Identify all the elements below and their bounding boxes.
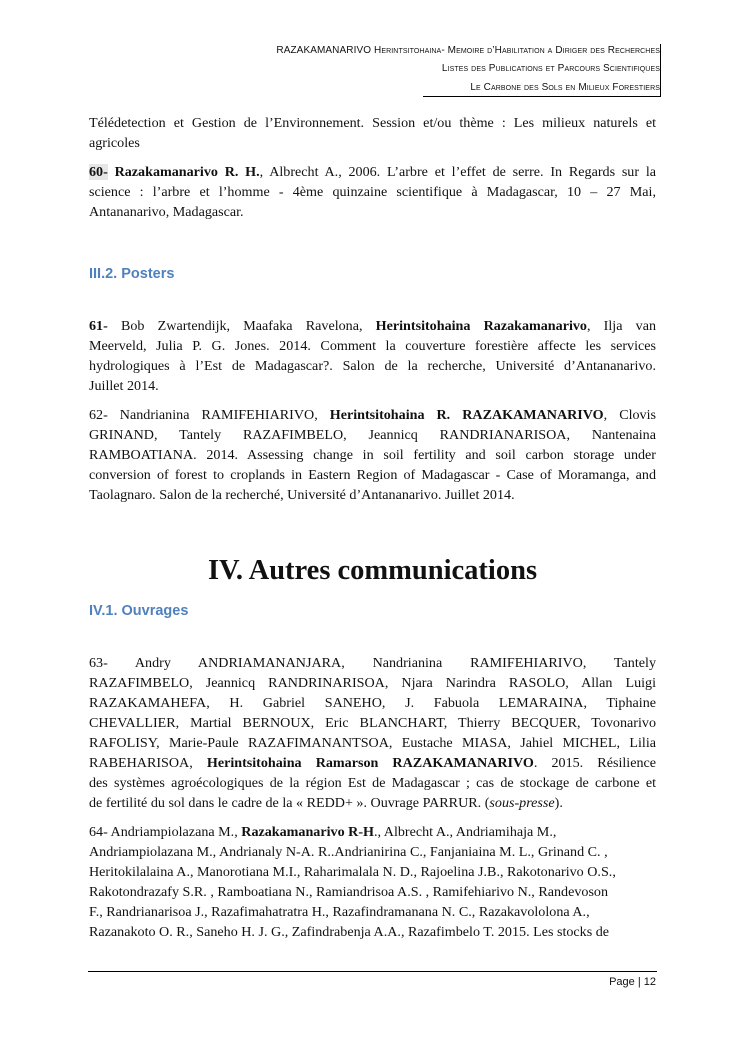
page-separator: | [637, 976, 641, 988]
section-heading-ouvrages: IV.1. Ouvrages [89, 603, 189, 619]
reference-60-number: 60- [89, 164, 108, 180]
intro-paragraph: Télédetection et Gestion de l’Environnement. Session et/ou thème : Les milieux naturels et agricoles [89, 115, 656, 151]
footer-rule [88, 971, 657, 972]
header-horizontal-rule [423, 96, 661, 97]
header-vertical-rule [660, 44, 661, 97]
header-title: RAZAKAMANARIVO Herintsitohaina- Memoire d’Habilitation a Diriger des Recherches [276, 45, 660, 56]
page-number: 12 [643, 976, 656, 988]
header-chapter: Le Carbone des Sols en Milieux Forestiers [470, 82, 660, 93]
reference-60-author: Razakamanarivo R. H. [114, 164, 260, 180]
reference-64: 64- Andriampiolazana M., Razakamanarivo R-H., Albrecht A., Andriamihaja M., Andriampiolazana M., Andrianaly N-A. R..Andrianirina C., Fanjaniaina M. L., Grinand C. , Heritokilalaina A., Manorotiana M.I., Raharimalala N. D., Rajoelina J.B., Rakotonarivo O.S., Rakotondrazafy S.R. , Ramboatiana N., Ramiandrisoa A.S. , Ramifehiarivo N., Randevoson F., Randrianarisoa J., Razafimahatratra H., Razafindramanana N. C., Razakavololona A., Razanakoto O. R., Saneho H. J. G., Zafindrabenja A.A., Razafimbelo T. 2015. Les stocks de [89, 824, 616, 940]
reference-60: 60- Razakamanarivo R. H., Albrecht A., 2006. L’arbre et l’effet de serre. In Regards sur la science : l’arbre et l’homme - 4ème quinzaine scientifique à Madagascar, 10 – 27 Mai, Antananarivo, Madagascar. [89, 164, 656, 220]
chapter-title: IV. Autres communications [207, 555, 538, 586]
section-heading-posters: III.2. Posters [89, 266, 175, 282]
reference-62: 62- Nandrianina RAMIFEHIARIVO, Herintsitohaina R. RAZAKAMANARIVO, Clovis GRINAND, Tantely RAZAFIMBELO, Jeannicq RANDRIANARISOA, Nantenaina RAMBOATIANA. 2014. Assessing change in soil fertility and soil carbon storage under conversion of forest to croplands in Eastern Region of Madagascar - Case of Moramanga, and Taolagnaro. Salon de la recherché, Université d’Antananarivo. Juillet 2014. [89, 407, 656, 503]
page-body [89, 113, 656, 942]
page-footer [609, 976, 656, 988]
page-label: Page [609, 976, 635, 988]
reference-63: 63- Andry ANDRIAMANANJARA, Nandrianina RAMIFEHIARIVO, Tantely RAZAFIMBELO, Jeannicq RANDRINARISOA, Njara Narindra RASOLO, Allan Luigi RAZAKAMAHEFA, H. Gabriel SANEHO, J. Fabuola LEMARAINA, Tiphaine CHEVALLIER, Martial BERNOUX, Eric BLANCHART, Thierry BECQUER, Tovonarivo RAFOLISY, Marie-Paule RAZAFIMANANTSOA, Eustache MIASA, Jahiel MICHEL, Lilia RABEHARISOA, Herintsitohaina Ramarson RAZAKAMANARIVO. 2015. Résilience des systèmes agroécologiques de la région Est de Madagascar ; cas de stockage de carbone et de fertilité du sol dans le cadre de la « REDD+ ». Ouvrage PARRUR. (sous-presse). [89, 655, 657, 811]
header-subtitle: Listes des Publications et Parcours Scientifiques [441, 63, 660, 74]
reference-61: 61- Bob Zwartendijk, Maafaka Ravelona, Herintsitohaina Razakamanarivo, Ilja van Meerveld, Julia P. G. Jones. 2014. Comment la couverture forestière affecte les services hydrologiques à l’Est de Madagascar?. Salon de la recherche, Université d’Antananarivo. Juillet 2014. [89, 318, 656, 394]
